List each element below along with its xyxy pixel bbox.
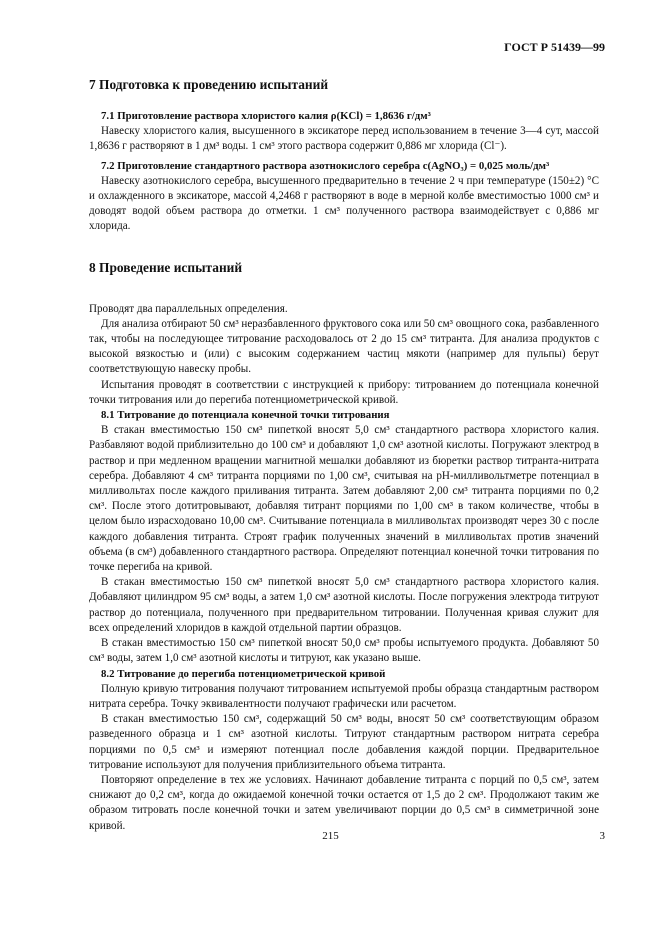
section-8-paragraph-3: Испытания проводят в соответствии с инструкцией к прибору: титрованием до потенциала конечной точки титрования или до перегиба потенциометрической кривой. [89, 378, 599, 406]
subsection-8-1-title: 8.1 Титрование до потенциала конечной точки титрования [101, 409, 390, 422]
spacer [89, 292, 599, 302]
section-7-title: 7 Подготовка к проведению испытаний [89, 77, 329, 92]
section-8-paragraph-1: Проводят два параллельных определения. [89, 302, 288, 315]
footer-center-number: 215 [322, 830, 339, 842]
section-8-title: 8 Проведение испытаний [89, 259, 243, 275]
footer-page-number: 3 [599, 830, 605, 842]
subsection-8-2-paragraph-1: Полную кривую титрования получают титрованием испытуемой пробы образца стандартным раствором нитрата серебра. Точку эквивалентности получают графически или расчетом. [89, 682, 599, 710]
subsection-7-2-text: Навеску азотнокислого серебра, высушенного предварительно в течение 2 ч при температуре (150±2) °С и охлажденного в эксикаторе, массой 4,2468 г растворяют в воде в мерной колбе вместимостью 1000 см³ и доводят водой объем раствора до отметки. 1 см³ полученного раствора взаимодействует с 0,886 мг хлорида. [89, 174, 599, 233]
subsection-8-2-title: 8.2 Титрование до перегиба потенциометрической кривой [101, 667, 386, 680]
subsection-8-2-paragraph-3: Повторяют определение в тех же условиях. Начинают добавление титранта с порций по 0,5 см³, затем снижают до 0,2 см³, когда до ожидаемой конечной точки остается от 1,5 до 2 см³. Продолжают таким же образом титровать после конечной точки и затем увеличивают порции до 0,5 см³ в симметричной зоне кривой. [89, 773, 599, 832]
subsection-7-1-text: Навеску хлористого калия, высушенного в эксикаторе перед использованием в течение 3—4 сут, массой 1,8636 г растворяют в 1 дм³ воды. 1 см³ этого раствора содержит 0,886 мг хлорида (Cl⁻). [89, 125, 599, 153]
document-body [89, 72, 599, 834]
subsection-8-2-paragraph-2: В стакан вместимостью 150 см³, содержащий 50 см³ воды, вносят 50 см³ соответствующим образом разведенного образца и 1 см³ азотной кислоты. Титруют стандартным раствором нитрата серебра порциями по 0,5 см³ и измеряют потенциал после добавления каждой порции. Предварительное титрование используют для получения приблизительного объема титранта. [89, 713, 599, 771]
standard-code-header: ГОСТ Р 51439—99 [504, 40, 605, 54]
subsection-8-1-paragraph-2: В стакан вместимостью 150 см³ пипеткой вносят 5,0 см³ стандартного раствора хлористого калия. Добавляют цилиндром 95 см³ воды, а затем 1,0 см³ азотной кислоты. После погружения электрода титруют раствор до потенциала, полученного при предварительном титровании. Полученная кривая служит для всех определений хлоридов в каждой отдельной партии образцов. [89, 576, 599, 634]
section-8-paragraph-2: Для анализа отбирают 50 см³ неразбавленного фруктового сока или 50 см³ овощного сока, разбавленного так, чтобы на последующее титрование расходовалось от 2 до 15 см³ титранта. Для анализа продуктов с высокой вязкостью и (или) с высоким содержанием частиц мякоти (например для пульпы) берут соответствующую навеску пробы. [89, 317, 599, 376]
subsection-7-1-title: 7.1 Приготовление раствора хлористого калия ρ(KCl) = 1,8636 г/дм³ [101, 110, 431, 122]
subsection-8-1-paragraph-3: В стакан вместимостью 150 см³ пипеткой вносят 50,0 см³ пробы испытуемого продукта. Добавляют 50 см³ воды, затем 1,0 см³ азотной кислоты и титруют, как указано выше. [89, 637, 599, 665]
subsection-7-2-title: 7.2 Приготовление стандартного раствора азотнокислого серебра c(AgNO₃) = 0,025 моль/дм³ [101, 159, 550, 172]
subsection-8-1-paragraph-1: В стакан вместимостью 150 см³ пипеткой вносят 5,0 см³ стандартного раствора хлористого калия. Разбавляют водой приблизительно до 100 см³ и добавляют 1,0 см³ азотной кислоты. Погружают электрод в раствор и при медленном вращении магнитной мешалки добавляют из бюретки раствор титранта-нитрата серебра. Добавляют 4 см³ титранта порциями по 1,00 см³, считывая на рН-милливольтметре потенциал в милливольтах после каждого приливания титранта. Затем добавляют 2,00 см³ титранта порциями по 0,2 см³. После этого дотитровывают, добавляя титрант порциями по 1,00 см³ в таком количестве, чтобы в целом было израсходовано 10,00 см³. Считывание потенциала в милливольтах производят через 30 с после каждого добавления титранта. Строят график полученных значений в милливольтах против значений объема (в см³) добавленного стандартного раствора. Определяют потенциал конечной точки титрования по точке перегиба на кривой. [89, 424, 599, 574]
